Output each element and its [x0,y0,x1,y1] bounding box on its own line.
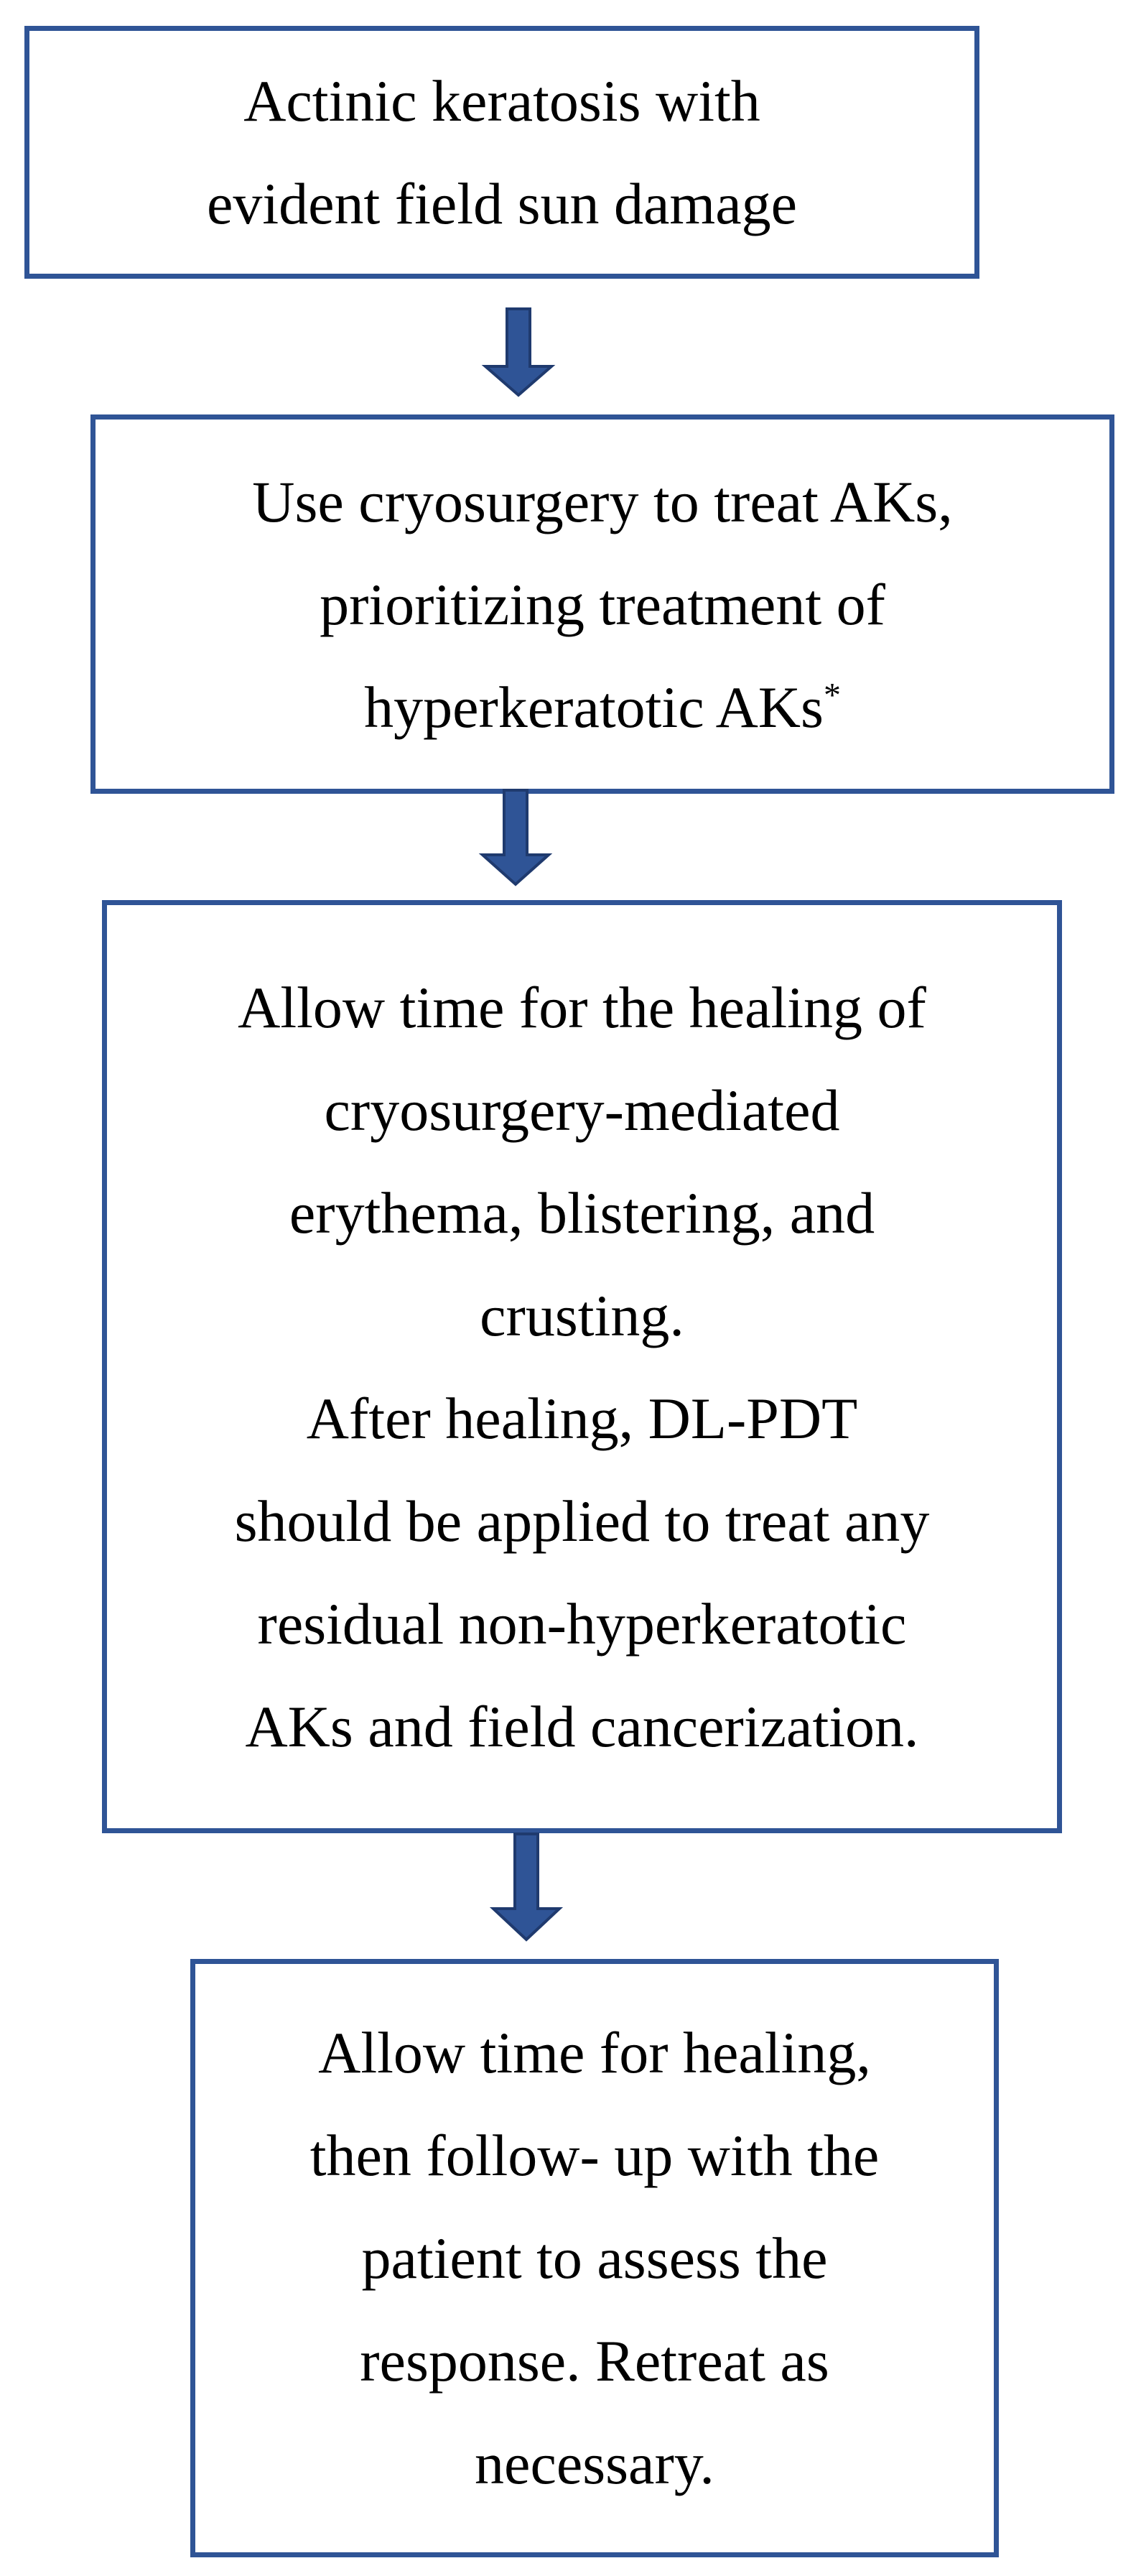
step-3-line-3: erythema, blistering, and [289,1180,875,1246]
step-4-box [190,1959,999,2557]
step-2-line-1: Use cryosurgery to treat AKs, [252,468,953,534]
step-2-box [90,414,1114,794]
arrow-3-shape [493,1834,559,1940]
step-3-line-5: After healing, DL-PDT [306,1385,858,1451]
step-3-line-7: residual non-hyperkeratotic [257,1590,907,1657]
step-3-box [102,900,1062,1833]
step-2-line-3-text: hyperkeratotic AKs [364,674,824,740]
arrow-2-shape [483,790,549,884]
step-4-line-5: necessary. [475,2431,714,2496]
step-1-line-1: Actinic keratosis with [243,68,760,134]
arrow-down-icon [481,307,556,397]
step-1-box [24,26,979,279]
step-2-line-2: prioritizing treatment of [320,571,885,637]
step-3-line-2: cryosurgery-mediated [324,1077,840,1143]
step-3-line-8: AKs and field cancerization. [245,1693,919,1759]
step-1-line-2: evident field sun damage [206,171,797,236]
arrow-down-icon [478,789,553,886]
footnote-marker: * [823,676,841,715]
step-3-line-6: should be applied to treat any [234,1488,930,1554]
step-4-line-3: patient to assess the [361,2225,828,2291]
step-4-line-2: then follow- up with the [309,2123,880,2188]
step-4-line-4: response. Retreat as [360,2328,829,2394]
step-2-line-3 [364,656,841,759]
step-3-line-4: crusting. [480,1282,684,1348]
step-4-line-1: Allow time for healing, [318,2020,871,2085]
step-3-line-1: Allow time for the healing of [238,974,926,1040]
arrow-1-shape [485,309,551,395]
arrow-down-icon [489,1833,564,1942]
